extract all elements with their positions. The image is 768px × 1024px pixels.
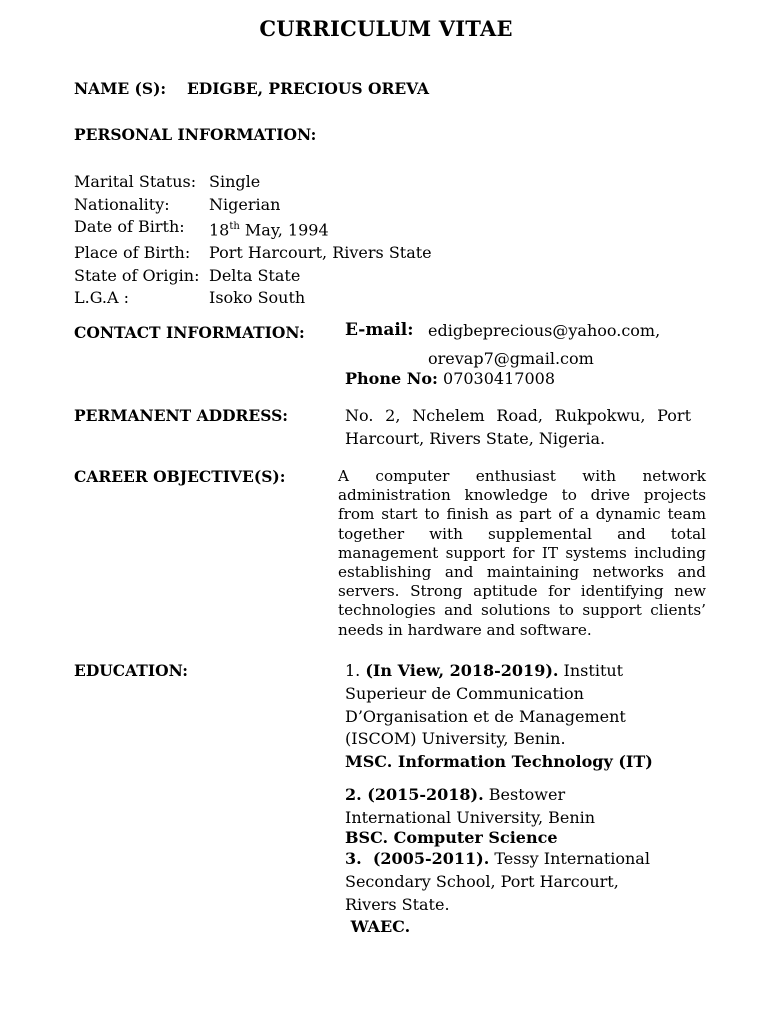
personal-info-heading: PERSONAL INFORMATION: [74,125,317,144]
education-item-2-period: (2015-2018). [367,785,484,804]
date-of-birth-label: Date of Birth: [74,217,185,237]
name-label: NAME (S): [74,79,167,98]
state-of-origin-label: State of Origin: [74,265,200,285]
marital-status-value: Single [209,172,261,191]
lga-value: Isoko South [209,288,306,308]
personal-info-table [74,171,432,310]
education-item-3-institution: Tessy International Secondary School, Port Harcourt, Rivers State. [345,849,656,914]
career-objective-heading: CAREER OBJECTIVE(S): [74,467,286,486]
personal-info-row-pob [74,242,432,265]
state-of-origin-value: Delta State [209,265,301,285]
personal-info-row-nationality [74,194,432,217]
education-item-1-period: (In View, 2018-2019). [365,661,559,680]
education-item-1-institution: Institut Superieur de Communication D’Organisation et de Management (ISCOM) University, Benin. [345,661,626,749]
date-of-birth-value: 18th May, 1994 [209,220,329,240]
education-item-3-degree: WAEC. [345,917,411,937]
email-primary: edigbeprecious@yahoo.com, [428,321,661,340]
career-objective-text: A computer enthusiast with network administration knowledge to drive projects from start to finish as part of a dynamic team together with supplemental and total management support for IT systems including establishing and maintaining networks and servers. Strong aptitude for identifying new technologies and solutions to support clients’ needs in hardware and software. [338,467,706,639]
document-title: CURRICULUM VITAE [259,16,513,41]
place-of-birth-value: Port Harcourt, Rivers State [209,243,432,263]
place-of-birth-label: Place of Birth: [74,243,191,263]
education-item-1 [345,660,675,774]
education-heading: EDUCATION: [74,661,188,680]
email-label: E-mail: [345,320,414,340]
personal-info-row-origin [74,265,432,288]
address-heading: PERMANENT ADDRESS: [74,406,288,425]
marital-status-label: Marital Status: [74,172,197,191]
email-secondary: orevap7@gmail.com [428,349,594,368]
lga-label: L.G.A : [74,288,130,308]
personal-info-row-lga [74,287,432,310]
phone-value: 07030417008 [443,369,555,388]
name-value: EDIGBE, PRECIOUS OREVA [186,79,430,98]
phone-label: Phone No: [345,369,438,388]
education-item-3-period: (2005-2011). [372,849,490,868]
personal-info-row-marital [74,171,432,194]
education-item-1-details: 1. (In View, 2018-2019). Institut Superieur de Communication D’Organisation et de Management (ISCOM) University, Benin. [345,661,626,749]
address-value: No. 2, Nchelem Road, Rukpokwu, Port Harcourt, Rivers State, Nigeria. [345,406,691,448]
education-item-2-institution: Bestower International University, Benin [345,785,596,827]
nationality-value: Nigerian [209,194,281,214]
education-item-3-details: 3. (2005-2011). Tessy International Secondary School, Port Harcourt, Rivers State. [345,849,656,914]
nationality-label: Nationality: [74,194,170,214]
personal-info-row-dob [74,216,432,242]
education-item-2-degree: BSC. Computer Science [345,827,558,847]
education-item-3 [345,848,675,939]
contact-info-heading: CONTACT INFORMATION: [74,323,305,342]
education-item-2-details: 2. (2015-2018). Bestower International University, Benin [345,785,596,827]
name-line [74,79,429,98]
phone-line [345,369,555,388]
education-item-2 [345,784,675,849]
education-item-1-degree: MSC. Information Technology (IT) [345,752,653,772]
